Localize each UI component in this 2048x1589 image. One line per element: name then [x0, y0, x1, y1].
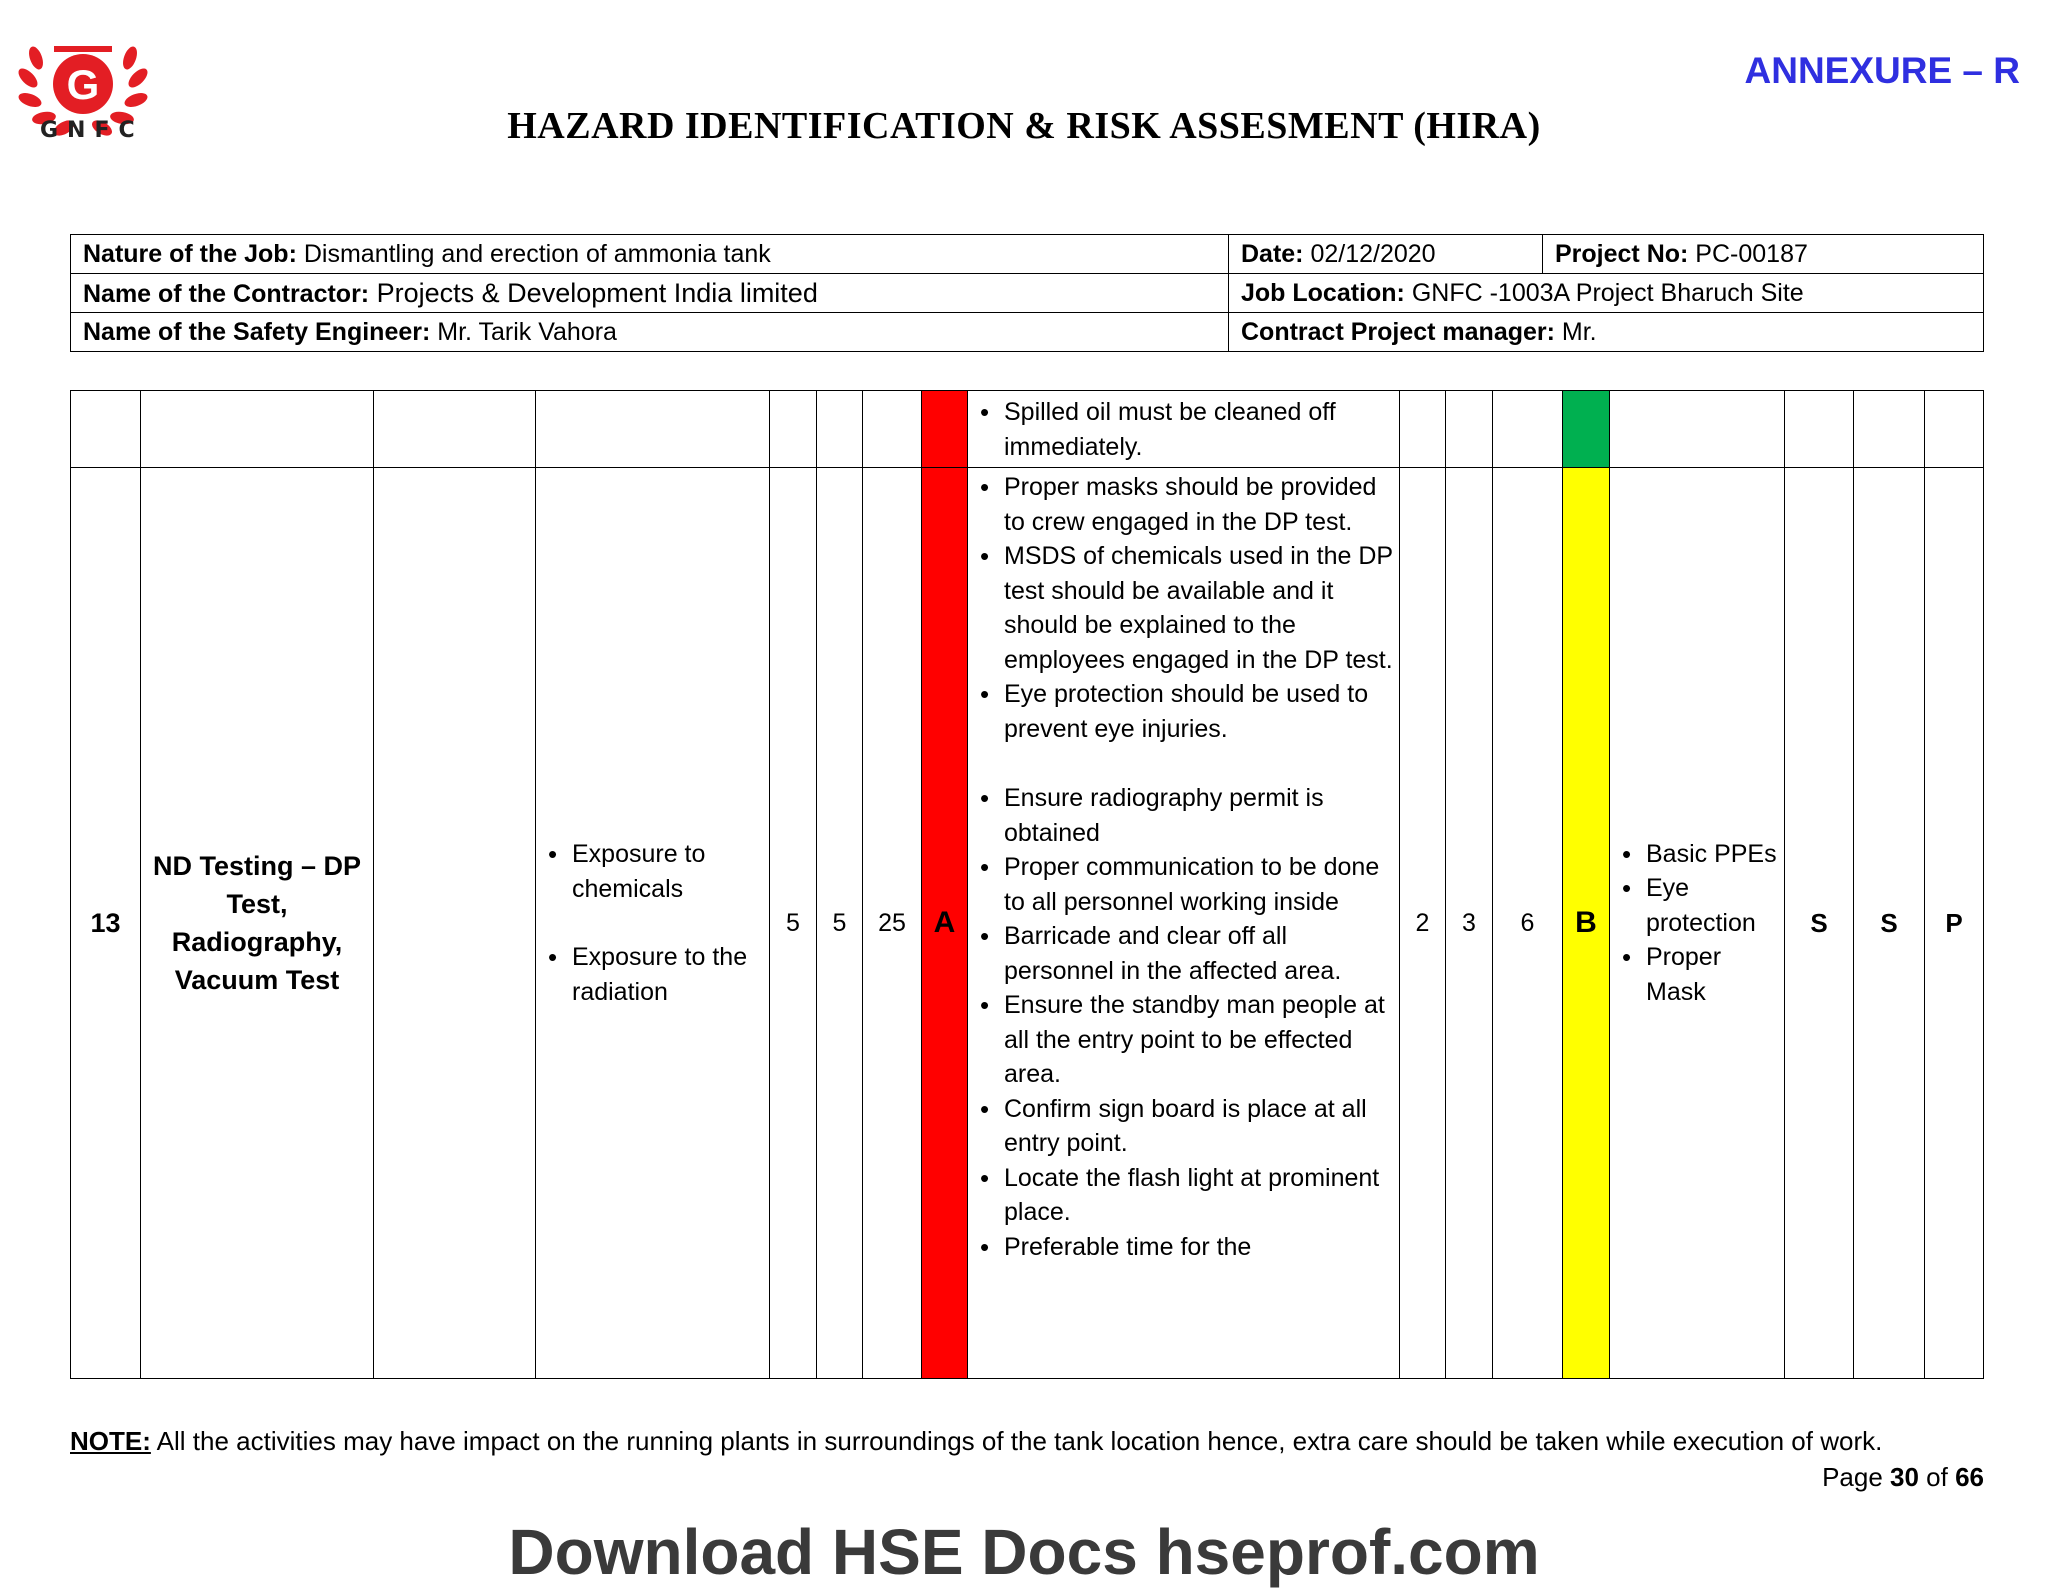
page-total: 66: [1955, 1462, 1984, 1492]
project-label: Project No:: [1555, 240, 1689, 268]
ppe-list: [1610, 837, 1784, 1010]
residual-probability: 2: [1400, 468, 1446, 1379]
list-item: • Exposure to chemicals: [536, 837, 769, 906]
page-number: [1822, 1462, 1984, 1493]
logo-letter: G: [66, 61, 100, 108]
project-manager-cell: [1229, 313, 1984, 352]
initial-risk: 25: [863, 468, 922, 1379]
engineer-value: Mr. Tarik Vahora: [430, 318, 617, 346]
note-label: NOTE:: [70, 1426, 151, 1456]
list-item: • Spilled oil must be cleaned off immediately.: [968, 395, 1399, 464]
table-cell: [817, 391, 863, 468]
residual-severity: 3: [1446, 468, 1493, 1379]
page-prefix: Page: [1822, 1462, 1891, 1492]
table-row: [71, 391, 1984, 468]
table-cell: [374, 468, 536, 1379]
residual-risk: 6: [1493, 468, 1563, 1379]
table-cell: [1493, 391, 1563, 468]
table-cell: [71, 391, 141, 468]
table-cell: [1854, 391, 1925, 468]
hazard-list: [536, 837, 769, 1009]
project-no-cell: [1543, 235, 1984, 274]
job-location-cell: [1229, 274, 1984, 313]
location-label: Job Location:: [1241, 279, 1405, 307]
manager-label: Contract Project manager:: [1241, 318, 1555, 346]
control-list: [968, 395, 1399, 464]
residual-grade: B: [1563, 468, 1610, 1379]
control-measures-cell: [968, 391, 1400, 468]
list-item: • Proper masks should be provided to crew engaged in the DP test.: [968, 470, 1399, 539]
table-cell: [770, 391, 817, 468]
status-s1: S: [1785, 468, 1854, 1379]
status-s2: S: [1854, 468, 1925, 1379]
list-item: • Ensure radiography permit is obtained: [968, 781, 1399, 850]
list-item: • Confirm sign board is place at all entry point.: [968, 1092, 1399, 1161]
status-p: P: [1925, 468, 1984, 1379]
nature-label: Nature of the Job:: [83, 240, 297, 268]
list-item: • Proper communication to be done to all personnel working inside: [968, 850, 1399, 919]
date-label: Date:: [1241, 240, 1304, 268]
list-item: • Barricade and clear off all personnel in the affected area.: [968, 919, 1399, 988]
table-cell: [374, 391, 536, 468]
page-title: HAZARD IDENTIFICATION & RISK ASSESMENT (HIRA): [507, 105, 1541, 147]
activity-name: ND Testing – DP Test, Radiography, Vacuum Test: [141, 468, 374, 1379]
initial-grade: A: [922, 468, 968, 1379]
list-item: • Basic PPEs: [1610, 837, 1784, 872]
contractor-value: Projects & Development India limited: [369, 277, 818, 308]
hazards-cell: [536, 468, 770, 1379]
annexure-label: ANNEXURE – R: [1744, 50, 2020, 91]
control-measures-cell: [968, 468, 1400, 1379]
control-list: [968, 781, 1399, 1264]
page-mid: of: [1918, 1462, 1956, 1492]
note-text: All the activities may have impact on the running plants in surroundings of the tank location hence, extra care should be taken while execution of work.: [150, 1426, 1883, 1456]
nature-value: Dismantling and erection of ammonia tank: [296, 240, 771, 268]
grade-a-cell: [922, 391, 968, 468]
table-cell: [1610, 391, 1785, 468]
control-list: [968, 470, 1399, 746]
serial-number: 13: [71, 468, 141, 1379]
safety-engineer-cell: [71, 313, 1229, 352]
spacer: [968, 746, 1399, 781]
date-cell: [1229, 235, 1543, 274]
logo-text: GNFC: [40, 118, 144, 143]
hira-table: [70, 390, 1984, 1379]
date-value: 02/12/2020: [1303, 240, 1436, 268]
ppe-cell: [1610, 468, 1785, 1379]
list-item: • Preferable time for the: [968, 1230, 1399, 1265]
contractor-label: Name of the Contractor:: [83, 279, 370, 308]
list-item: • MSDS of chemicals used in the DP test should be available and it should be explained to the employees engaged in the DP test.: [968, 539, 1399, 677]
list-item: • Eye protection: [1610, 871, 1784, 940]
table-cell: [1785, 391, 1854, 468]
engineer-label: Name of the Safety Engineer:: [83, 318, 431, 346]
project-value: PC-00187: [1688, 240, 1808, 268]
list-item: • Exposure to the radiation: [536, 940, 769, 1009]
manager-value: Mr.: [1554, 318, 1597, 346]
page-current: 30: [1890, 1462, 1919, 1492]
footer-note: [70, 1426, 1990, 1457]
table-row: [71, 468, 1984, 1379]
job-info-row: [71, 313, 1984, 352]
initial-severity: 5: [817, 468, 863, 1379]
green-status-cell: [1563, 391, 1610, 468]
list-item: • Ensure the standby man people at all the entry point to be effected area.: [968, 988, 1399, 1092]
list-item: • Locate the flash light at prominent place.: [968, 1161, 1399, 1230]
table-cell: [1446, 391, 1493, 468]
list-item: • Eye protection should be used to prevent eye injuries.: [968, 677, 1399, 746]
job-info-row: [71, 274, 1984, 313]
location-value: GNFC -1003A Project Bharuch Site: [1404, 279, 1804, 307]
list-item: • Proper Mask: [1610, 940, 1784, 1009]
table-cell: [863, 391, 922, 468]
table-cell: [141, 391, 374, 468]
watermark-text: Download HSE Docs hseprof.com: [508, 1516, 1540, 1588]
job-info-row: [71, 235, 1984, 274]
table-cell: [536, 391, 770, 468]
contractor-cell: [71, 274, 1229, 313]
table-cell: [1400, 391, 1446, 468]
job-info-table: [70, 234, 1984, 352]
table-cell: [1925, 391, 1984, 468]
nature-of-job-cell: [71, 235, 1229, 274]
initial-probability: 5: [770, 468, 817, 1379]
